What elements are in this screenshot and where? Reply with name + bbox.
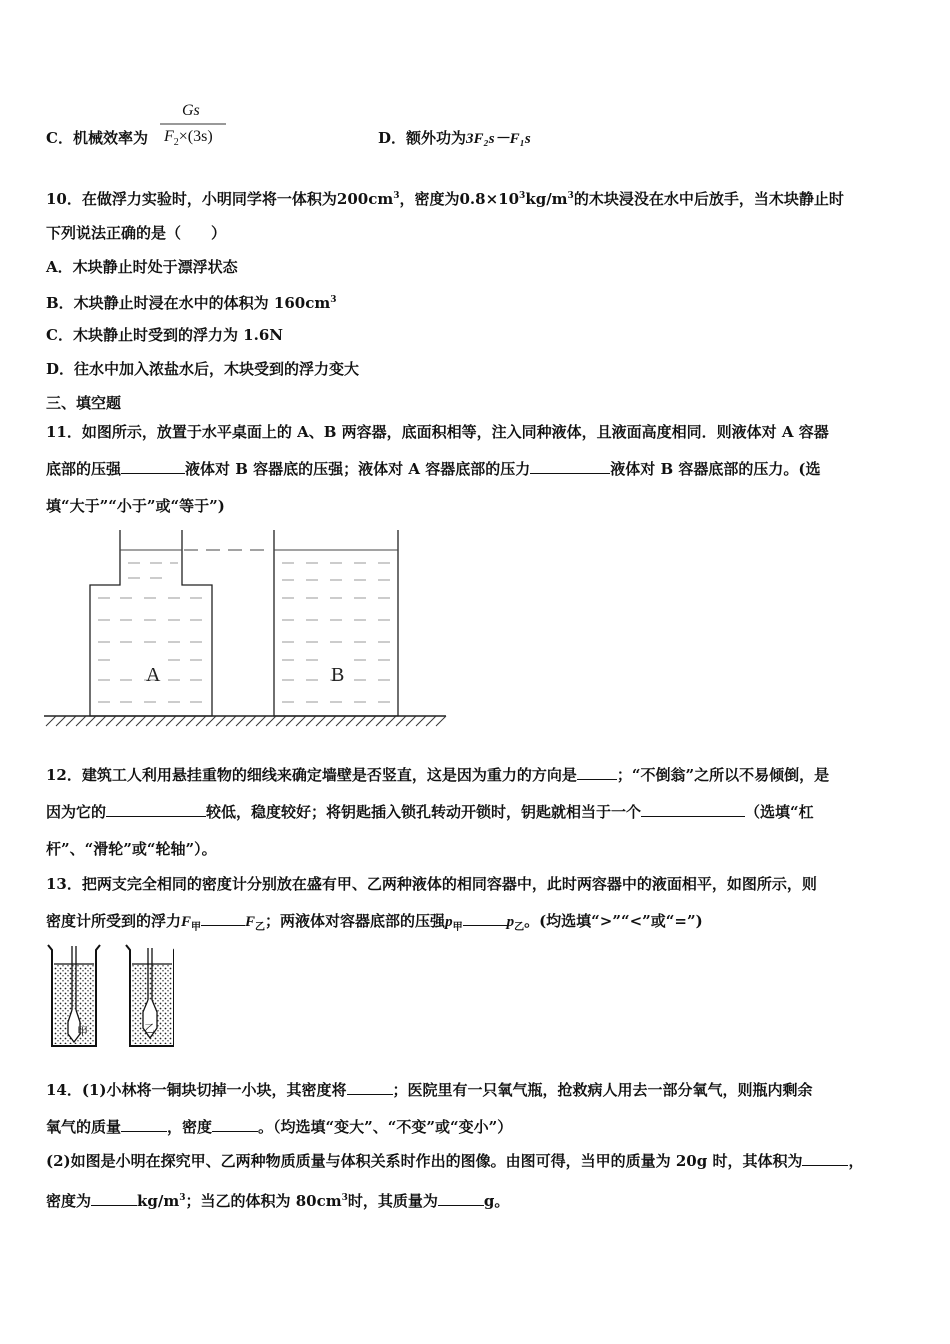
q14-line2c: 。（均选填“变大”、“不变”或“变小”） <box>258 1118 513 1136</box>
q13-line2b: ；两液体对容器底部的压强 <box>265 912 446 930</box>
sup-3: 3 <box>341 1193 348 1203</box>
sup-3: 3 <box>519 191 526 201</box>
q11-line1: 11．如图所示，放置于水平桌面上的 A、B 两容器，底面积相等，注入同种液体，且液面高度相同．则液体对 A 容器 <box>46 423 829 441</box>
q11-line2c: 液体对 B 容器底部的压力。(选 <box>610 460 821 478</box>
blank <box>212 1117 258 1132</box>
q9-c-denominator <box>164 128 213 148</box>
q10-line2: 下列说法正确的是（ ） <box>46 224 227 242</box>
blank <box>463 911 507 926</box>
q13-f: F <box>181 914 192 930</box>
q10-line1 <box>46 186 844 209</box>
q13-p: p <box>506 914 515 930</box>
section-title: 三、填空题 <box>46 394 122 412</box>
q9-option-c <box>46 128 148 148</box>
hydrometer-figure <box>44 942 174 1052</box>
q14-line4b: kg/m <box>137 1192 180 1210</box>
q10-line1a: 10．在做浮力实验时，小明同学将一体积为 <box>46 190 337 208</box>
table-hatch <box>46 716 446 726</box>
q10-option-b <box>46 290 336 313</box>
q10-line1c: 的木块浸没在水中后放手，当木块静止时 <box>573 190 844 208</box>
q14-line4d: 时，其质量为 <box>347 1192 438 1210</box>
q14-line3a: (2)如图是小明在探究甲、乙两种物质质量与体积关系时作出的图像。由图可得，当甲的质量为 20g 时，其体积为 <box>46 1152 803 1170</box>
blank <box>121 1117 167 1132</box>
fraction-bar <box>160 123 226 126</box>
q10-option-b-text: B．木块静止时浸在水中的体积为 160cm <box>46 294 331 312</box>
q14-line4a: 密度为 <box>46 1192 92 1210</box>
q14-line2a: 氧气的质量 <box>46 1118 122 1136</box>
q12-line3: 杆”、“滑轮”或“轮轴”）。 <box>46 840 217 858</box>
q13-sub-jia: 甲 <box>191 922 202 933</box>
q12-line1b: ；“不倒翁”之所以不易倾倒，是 <box>616 766 830 784</box>
blank <box>201 911 245 926</box>
q14-line4 <box>46 1188 509 1211</box>
q13-sub-jia: 甲 <box>452 922 463 933</box>
q13-f: F <box>245 914 256 930</box>
q9-c-den-sub: 2 <box>173 137 179 149</box>
q10-vol: 200cm <box>336 190 394 208</box>
q11-line2b: 液体对 B 容器底的压强；液体对 A 容器底部的压力 <box>185 460 531 478</box>
q13-line2c: 。(均选填“>”“<”或“=”) <box>524 912 703 930</box>
q10-option-c: C．木块静止时受到的浮力为 1.6N <box>46 326 283 344</box>
q9-option-d-text: D．额外功为 <box>378 129 467 147</box>
blank <box>577 765 617 780</box>
blank <box>347 1080 393 1095</box>
q13-sub-yi: 乙 <box>514 922 525 933</box>
q12-line2a: 因为它的 <box>46 803 107 821</box>
q11-line3: 填“大于”“小于”或“等于”) <box>46 497 225 515</box>
q14-line4e: g。 <box>483 1192 510 1210</box>
container-b-outline <box>274 530 398 716</box>
q9-option-d <box>378 128 531 149</box>
sup-3: 3 <box>567 191 574 201</box>
q12-line1 <box>46 765 829 785</box>
q14-line1b: ；医院里有一只氧气瓶，抢救病人用去一部分氧气，则瓶内剩余 <box>392 1081 813 1099</box>
q10-line1b: ，密度为 <box>399 190 460 208</box>
blank <box>106 802 206 817</box>
q9-c-den-rest: ×(3s) <box>178 128 213 145</box>
q13-line1: 13．把两支完全相同的密度计分别放在盛有甲、乙两种液体的相同容器中，此时两容器中的液面相平，如图所示，则 <box>46 875 817 893</box>
q11-line2 <box>46 459 820 479</box>
q12-line2c: （选填“杠 <box>745 803 814 821</box>
q14-line3 <box>46 1151 863 1171</box>
q9-option-d-formula: 3F₂s－F₁s <box>466 131 531 147</box>
q10-option-d: D．往水中加入浓盐水后，木块受到的浮力变大 <box>46 360 360 378</box>
q14-line3b: ， <box>848 1152 864 1170</box>
label-b: B <box>331 664 345 686</box>
q10-dens: 0.8×10 <box>459 190 520 208</box>
sup-3: 3 <box>393 191 400 201</box>
sup-3: 3 <box>330 295 337 305</box>
q11-line2a: 底部的压强 <box>46 460 122 478</box>
q14-line1 <box>46 1080 813 1100</box>
q10-dens-unit: kg/m <box>525 190 568 208</box>
blank <box>530 459 610 474</box>
q12-line1a: 12．建筑工人利用悬挂重物的细线来确定墙壁是否竖直，这是因为重力的方向是 <box>46 766 577 784</box>
blank <box>91 1191 137 1206</box>
label-yi: 乙 <box>144 1022 155 1035</box>
label-jia: 甲 <box>77 1025 88 1038</box>
sup-3: 3 <box>179 1193 186 1203</box>
q13-p: p <box>445 914 453 930</box>
beaker-yi <box>126 945 174 1046</box>
label-a: A <box>146 664 161 686</box>
q14-line2b: ，密度 <box>167 1118 213 1136</box>
q9-c-den-f: F <box>164 128 174 145</box>
q9-c-numerator: Gs <box>182 102 200 119</box>
blank <box>121 459 185 474</box>
q13-line2 <box>46 911 703 938</box>
q14-line1a: 14．(1)小林将一铜块切掉一小块，其密度将 <box>46 1081 347 1099</box>
q14-line2 <box>46 1117 512 1137</box>
blank <box>641 802 745 817</box>
q13-sub-yi: 乙 <box>255 922 266 933</box>
q12-line2b: 较低，稳度较好；将钥匙插入锁孔转动开锁时，钥匙就相当于一个 <box>206 803 642 821</box>
q9-option-c-text: C．机械效率为 <box>46 129 148 147</box>
q14-line4c: ；当乙的体积为 80cm <box>185 1192 342 1210</box>
containers-figure <box>44 530 448 730</box>
q13-line2a: 密度计所受到的浮力 <box>46 912 182 930</box>
blank <box>438 1191 484 1206</box>
blank <box>802 1151 848 1166</box>
beaker-jia <box>48 945 100 1046</box>
q12-line2 <box>46 802 814 822</box>
q10-option-a: A．木块静止时处于漂浮状态 <box>46 258 238 276</box>
container-a-outline <box>90 530 212 716</box>
